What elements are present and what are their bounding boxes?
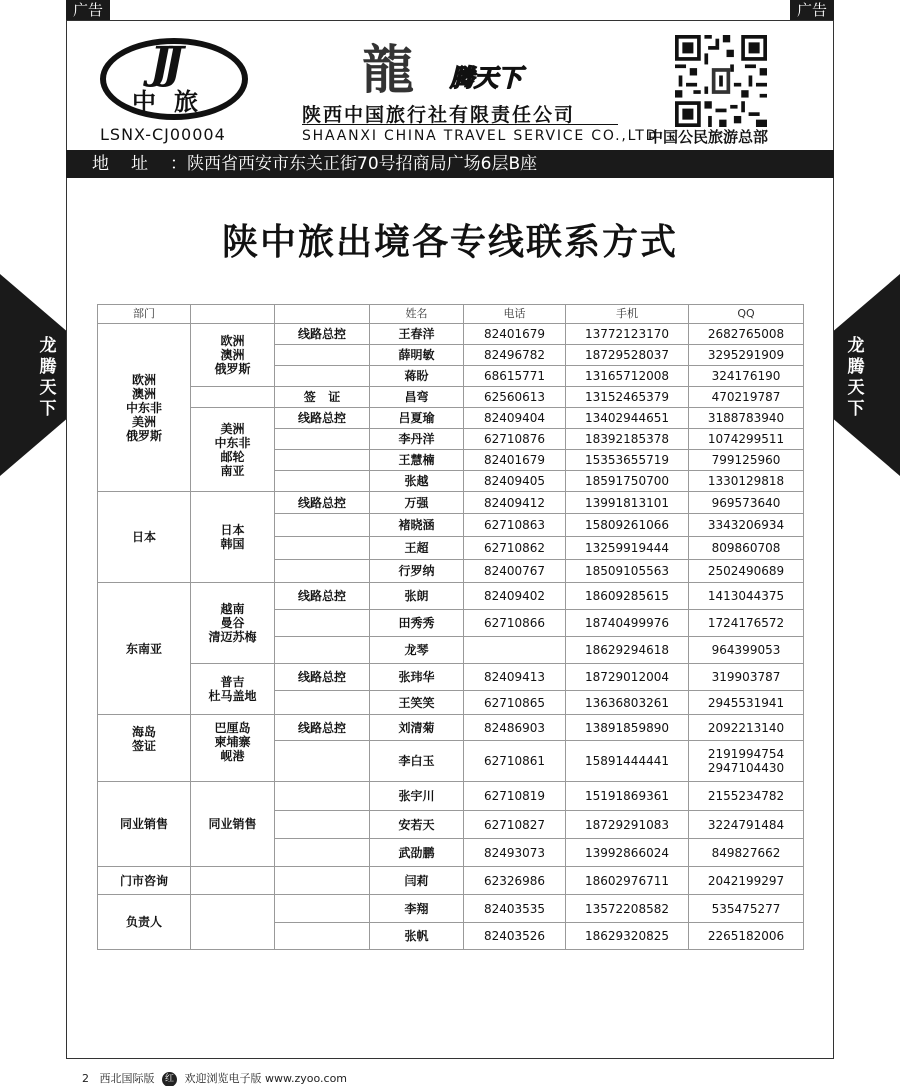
mobile-cell: 13165712008 (566, 366, 689, 387)
role-cell (275, 741, 370, 782)
sub-dept-cell (191, 895, 275, 950)
table-row (98, 867, 804, 895)
name-cell: 褚晓涵 (370, 514, 464, 537)
name-cell: 薛明敏 (370, 345, 464, 366)
mobile-cell: 18591750700 (566, 471, 689, 492)
name-cell: 王春洋 (370, 324, 464, 345)
table-row (98, 324, 804, 345)
phone-cell: 82400767 (464, 560, 566, 583)
phone-cell: 82486903 (464, 715, 566, 741)
dept-cell: 负责人 (98, 895, 191, 950)
table-row (98, 715, 804, 741)
phone-cell: 62710819 (464, 782, 566, 811)
name-cell: 吕夏瑜 (370, 408, 464, 429)
mobile-cell: 15191869361 (566, 782, 689, 811)
address-bar (66, 150, 834, 178)
role-cell: 线路总控 (275, 492, 370, 514)
name-cell: 李翔 (370, 895, 464, 923)
dept-cell: 欧洲 澳洲 中东非 美洲 俄罗斯 (98, 324, 191, 492)
side-banner-left-text: 龙 腾 天 下 (39, 336, 57, 419)
mobile-cell: 18729528037 (566, 345, 689, 366)
header-blank (191, 305, 275, 324)
role-cell: 线路总控 (275, 583, 370, 610)
header-mobile: 手机 (566, 305, 689, 324)
side-banner-right (834, 274, 900, 476)
name-cell: 武劭鹏 (370, 839, 464, 867)
mobile-cell: 15353655719 (566, 450, 689, 471)
role-cell (275, 895, 370, 923)
ad-tag-right: 广告 (790, 0, 834, 21)
sub-dept-cell: 普吉 杜马盖地 (191, 664, 275, 715)
phone-cell: 82403526 (464, 923, 566, 950)
qq-cell: 2502490689 (689, 560, 804, 583)
qq-cell: 3188783940 (689, 408, 804, 429)
role-cell: 线路总控 (275, 715, 370, 741)
sub-dept-cell: 美洲 中东非 邮轮 南亚 (191, 408, 275, 492)
phone-cell: 62710861 (464, 741, 566, 782)
header-qq: QQ (689, 305, 804, 324)
mobile-cell: 18609285615 (566, 583, 689, 610)
mobile-cell: 13772123170 (566, 324, 689, 345)
phone-cell: 82409404 (464, 408, 566, 429)
mobile-cell: 18629294618 (566, 637, 689, 664)
mobile-cell: 15809261066 (566, 514, 689, 537)
license-number: LSNX-CJ00004 (100, 125, 226, 144)
role-cell (275, 537, 370, 560)
table-row (98, 583, 804, 610)
welcome-text: 欢迎浏览电子版 (184, 1072, 262, 1085)
qq-cell: 799125960 (689, 450, 804, 471)
header-name: 姓名 (370, 305, 464, 324)
role-cell (275, 366, 370, 387)
qr-code-icon[interactable] (675, 35, 767, 127)
name-cell: 行罗纳 (370, 560, 464, 583)
table-header-row (98, 305, 804, 324)
role-cell (275, 471, 370, 492)
role-cell (275, 514, 370, 537)
phone-cell: 62710863 (464, 514, 566, 537)
website-link[interactable]: www.zyoo.com (265, 1072, 348, 1085)
phone-cell: 62560613 (464, 387, 566, 408)
sub-dept-cell (191, 387, 275, 408)
red-badge-icon: 红 (162, 1072, 177, 1086)
phone-cell: 82409413 (464, 664, 566, 691)
qq-cell: 964399053 (689, 637, 804, 664)
qq-cell: 1413044375 (689, 583, 804, 610)
role-cell (275, 560, 370, 583)
phone-cell: 82496782 (464, 345, 566, 366)
table-row (98, 782, 804, 811)
qq-cell: 3224791484 (689, 811, 804, 839)
phone-cell: 62710827 (464, 811, 566, 839)
name-cell: 王超 (370, 537, 464, 560)
role-cell (275, 345, 370, 366)
table-row (98, 492, 804, 514)
sub-dept-cell: 欧洲 澳洲 俄罗斯 (191, 324, 275, 387)
mobile-cell: 13636803261 (566, 691, 689, 715)
mobile-cell: 18392185378 (566, 429, 689, 450)
name-cell: 李丹洋 (370, 429, 464, 450)
dept-cell: 同业销售 (98, 782, 191, 867)
qq-cell: 1330129818 (689, 471, 804, 492)
phone-cell: 82409402 (464, 583, 566, 610)
page-number: 2 (82, 1072, 89, 1085)
phone-cell: 68615771 (464, 366, 566, 387)
header-dept: 部门 (98, 305, 191, 324)
slogan: 腾天下 (450, 64, 522, 92)
name-cell: 张宇川 (370, 782, 464, 811)
side-banner-right-text: 龙 腾 天 下 (847, 336, 865, 419)
mobile-cell: 13891859890 (566, 715, 689, 741)
qq-cell: 1724176572 (689, 610, 804, 637)
phone-cell: 82403535 (464, 895, 566, 923)
table-row (98, 895, 804, 923)
role-cell (275, 923, 370, 950)
mobile-cell: 13992866024 (566, 839, 689, 867)
qq-cell: 2945531941 (689, 691, 804, 715)
phone-cell: 82409412 (464, 492, 566, 514)
role-cell: 线路总控 (275, 664, 370, 691)
phone-cell: 82493073 (464, 839, 566, 867)
address-text: ：陕西省西安市东关正街70号招商局广场6层B座 (170, 154, 538, 174)
role-cell (275, 429, 370, 450)
mobile-cell: 18729291083 (566, 811, 689, 839)
qq-cell: 324176190 (689, 366, 804, 387)
contacts-table (97, 304, 804, 950)
name-cell: 蒋盼 (370, 366, 464, 387)
page-title: 陕中旅出境各专线联系方式 (221, 222, 678, 263)
sub-dept-cell: 同业销售 (191, 782, 275, 867)
qq-cell: 1074299511 (689, 429, 804, 450)
phone-cell: 62710876 (464, 429, 566, 450)
phone-cell: 62710866 (464, 610, 566, 637)
qq-cell: 809860708 (689, 537, 804, 560)
qq-cell: 2265182006 (689, 923, 804, 950)
qq-cell: 969573640 (689, 492, 804, 514)
table-row (98, 664, 804, 691)
footer (82, 1070, 347, 1086)
name-cell: 昌弯 (370, 387, 464, 408)
phone-cell: 62326986 (464, 867, 566, 895)
qq-cell: 2092213140 (689, 715, 804, 741)
mobile-cell: 13152465379 (566, 387, 689, 408)
edition-name: 西北国际版 (99, 1072, 155, 1085)
company-name-en: SHAANXI CHINA TRAVEL SERVICE CO.,LTD (302, 128, 659, 144)
qq-cell: 470219787 (689, 387, 804, 408)
name-cell: 刘清菊 (370, 715, 464, 741)
table-row (98, 408, 804, 429)
name-cell: 龙琴 (370, 637, 464, 664)
role-cell (275, 782, 370, 811)
role-cell (275, 839, 370, 867)
dept-cell: 海岛 签证 (98, 715, 191, 782)
mobile-cell: 13572208582 (566, 895, 689, 923)
qq-cell: 2191994754 2947104430 (689, 741, 804, 782)
name-cell: 万强 (370, 492, 464, 514)
name-cell: 安若天 (370, 811, 464, 839)
qq-cell: 2682765008 (689, 324, 804, 345)
name-cell: 张帆 (370, 923, 464, 950)
header-phone: 电话 (464, 305, 566, 324)
role-cell: 线路总控 (275, 408, 370, 429)
mobile-cell: 15891444441 (566, 741, 689, 782)
role-cell (275, 811, 370, 839)
mobile-cell: 13259919444 (566, 537, 689, 560)
name-cell: 闫莉 (370, 867, 464, 895)
role-cell: 签 证 (275, 387, 370, 408)
address-label: 地址 (92, 154, 170, 174)
mobile-cell: 18629320825 (566, 923, 689, 950)
qq-cell: 2155234782 (689, 782, 804, 811)
mobile-cell: 13991813101 (566, 492, 689, 514)
phone-cell: 62710862 (464, 537, 566, 560)
qq-cell: 849827662 (689, 839, 804, 867)
phone-cell: 82409405 (464, 471, 566, 492)
company-name-cn: 陕西中国旅行社有限责任公司 (302, 104, 576, 126)
mobile-cell: 13402944651 (566, 408, 689, 429)
qq-cell: 3295291909 (689, 345, 804, 366)
mobile-cell: 18509105563 (566, 560, 689, 583)
logo-mark: JJ (150, 38, 176, 89)
role-cell (275, 450, 370, 471)
role-cell: 线路总控 (275, 324, 370, 345)
header-blank (275, 305, 370, 324)
phone-cell: 82401679 (464, 324, 566, 345)
dept-cell: 东南亚 (98, 583, 191, 715)
qq-cell: 3343206934 (689, 514, 804, 537)
name-cell: 田秀秀 (370, 610, 464, 637)
phone-cell (464, 637, 566, 664)
mobile-cell: 18729012004 (566, 664, 689, 691)
dragon-calligraphy: 龍 (362, 40, 415, 101)
phone-cell: 82401679 (464, 450, 566, 471)
qr-caption: 中国公民旅游总部 (648, 128, 769, 146)
role-cell (275, 610, 370, 637)
mobile-cell: 18740499976 (566, 610, 689, 637)
sub-dept-cell (191, 867, 275, 895)
sub-dept-cell: 巴厘岛 柬埔寨 岘港 (191, 715, 275, 782)
name-cell: 张朗 (370, 583, 464, 610)
qq-cell: 319903787 (689, 664, 804, 691)
name-cell: 张玮华 (370, 664, 464, 691)
table-row (98, 387, 804, 408)
role-cell (275, 637, 370, 664)
phone-cell: 62710865 (464, 691, 566, 715)
name-cell: 王笑笑 (370, 691, 464, 715)
sub-dept-cell: 越南 曼谷 清迈苏梅 (191, 583, 275, 664)
role-cell (275, 691, 370, 715)
logo-chinese: 中旅 (132, 87, 216, 116)
sub-dept-cell: 日本 韩国 (191, 492, 275, 583)
divider (302, 124, 618, 125)
name-cell: 张越 (370, 471, 464, 492)
role-cell (275, 867, 370, 895)
name-cell: 王慧楠 (370, 450, 464, 471)
qq-cell: 535475277 (689, 895, 804, 923)
mobile-cell: 18602976711 (566, 867, 689, 895)
dept-cell: 门市咨询 (98, 867, 191, 895)
name-cell: 李白玉 (370, 741, 464, 782)
ad-tag-left: 广告 (66, 0, 110, 21)
dept-cell: 日本 (98, 492, 191, 583)
qq-cell: 2042199297 (689, 867, 804, 895)
